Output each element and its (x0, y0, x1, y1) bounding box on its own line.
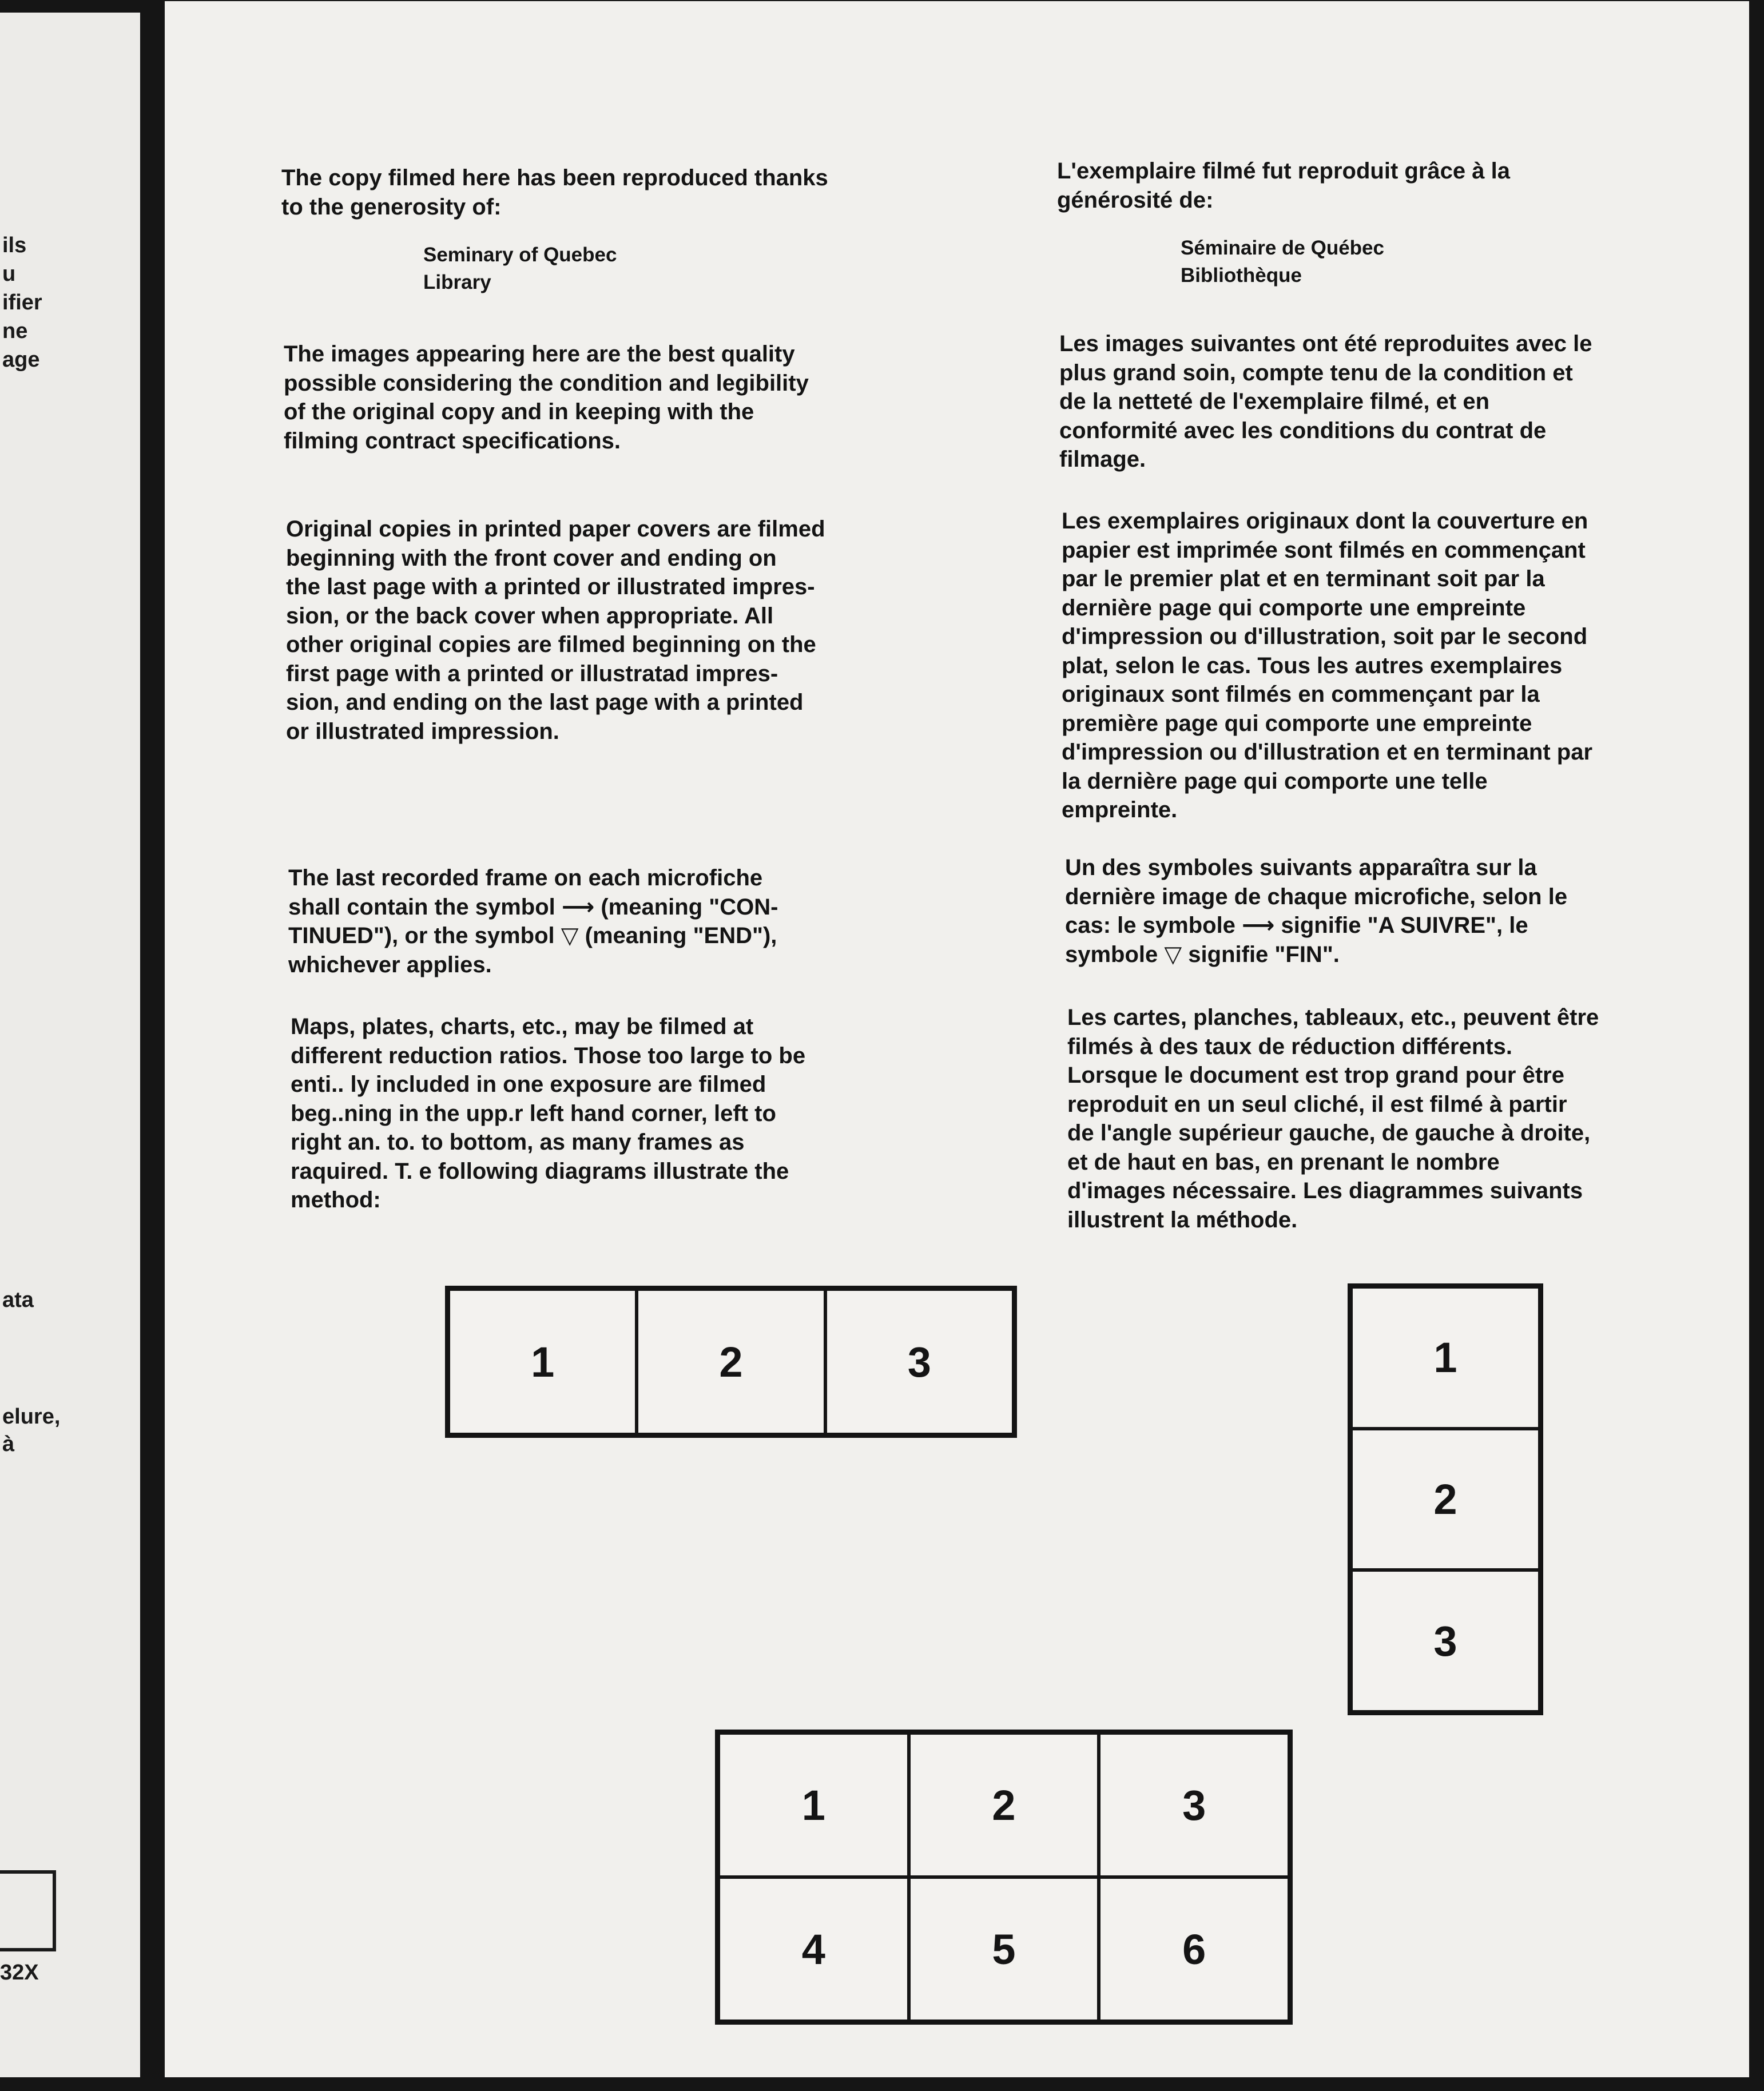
text-line: beginning with the front cover and ending on (286, 545, 777, 571)
text-line: symbole ▽ signifie "FIN". (1065, 941, 1340, 968)
text-line: to the generosity of: (281, 194, 502, 220)
text-line: Original copies in printed paper covers are filmed (286, 516, 825, 542)
text-line: other original copies are filmed beginning on the (286, 632, 816, 657)
text-line: possible considering the condition and legibility (284, 370, 809, 396)
fr-covers-paragraph (1062, 507, 1592, 825)
text-line: conformité avec les conditions du contrat de (1059, 418, 1547, 443)
text-line: first page with a printed or illustratad impres- (286, 661, 778, 686)
frame-cell: 1 (718, 1733, 909, 1877)
text-line: cas: le symbole ⟶ signifie "A SUIVRE", le (1065, 912, 1528, 939)
frame-cell: 3 (825, 1289, 1014, 1434)
text-line: d'impression ou d'illustration, soit par le second (1062, 624, 1588, 649)
text-line: Séminaire de Québec (1181, 237, 1384, 259)
frame-cell: 1 (448, 1289, 637, 1434)
en-credit-intro (281, 164, 828, 221)
left-box (0, 1870, 56, 1951)
text-line: papier est imprimée sont filmés en commençant (1062, 537, 1586, 563)
text-line: Un des symboles suivants apparaîtra sur la (1065, 855, 1537, 880)
text-line: right an. to. to bottom, as many frames as (291, 1130, 745, 1155)
text-line: TINUED"), or the symbol ▽ (meaning "END"), (288, 923, 777, 949)
text-line: filming contract specifications. (284, 428, 621, 454)
text-line: enti.. ly included in one exposure are filmed (291, 1072, 766, 1097)
text-line: de l'angle supérieur gauche, de gauche à droite, (1067, 1120, 1591, 1146)
triangle-icon: ▽ (561, 923, 579, 949)
text-line: Les cartes, planches, tableaux, etc., peuvent être (1067, 1005, 1599, 1030)
text-line: d'images nécessaire. Les diagrammes suivants (1067, 1178, 1583, 1203)
text-line: Les exemplaires originaux dont la couverture en (1062, 508, 1588, 534)
text-line: filmage. (1059, 447, 1146, 472)
en-maps-paragraph (291, 1012, 805, 1215)
left-fragment: à (2, 1432, 15, 1456)
text-line: première page qui comporte une empreinte (1062, 710, 1532, 736)
diagram-horizontal-frames (445, 1286, 1017, 1438)
text-line: illustrent la méthode. (1067, 1207, 1298, 1233)
left-fragment: ata (2, 1288, 34, 1312)
text-line: whichever applies. (288, 952, 492, 977)
text-line: The images appearing here are the best quality (284, 341, 795, 367)
frame-cell: 4 (718, 1877, 909, 2021)
text-line: sion, and ending on the last page with a printed (286, 690, 804, 715)
frame-cell: 2 (637, 1289, 825, 1434)
text-line: Lorsque le document est trop grand pour être (1067, 1063, 1564, 1088)
text-line: par le premier plat et en terminant soit par la (1062, 566, 1545, 591)
frame-cell: 3 (1351, 1570, 1540, 1712)
en-credit-name (423, 241, 617, 296)
fr-maps-paragraph (1067, 1003, 1599, 1234)
text-line: Seminary of Quebec (423, 244, 617, 266)
text-line: Bibliothèque (1181, 264, 1302, 287)
fr-credit-intro (1057, 157, 1510, 214)
left-fragment: elure, (2, 1405, 61, 1429)
text-line: plus grand soin, compte tenu de la condition et (1059, 360, 1573, 385)
frame-cell: 2 (909, 1733, 1099, 1877)
left-fragment: 32X (0, 1961, 39, 1985)
left-fragment: ne (2, 319, 28, 343)
arrow-icon: ⟶ (1242, 912, 1275, 939)
text-line: générosité de: (1057, 187, 1214, 213)
frame-cell: 2 (1351, 1429, 1540, 1571)
text-line: beg..ning in the upp.r left hand corner, left to (291, 1100, 776, 1126)
en-symbols-paragraph (288, 864, 778, 979)
text-line: L'exemplaire filmé fut reproduit grâce à la (1057, 158, 1510, 184)
left-fragment: ifier (2, 291, 42, 315)
text-line: la dernière page qui comporte une telle (1062, 768, 1488, 794)
text-line: dernière image de chaque microfiche, selon le (1065, 884, 1568, 909)
text-line: shall contain the symbol ⟶ (meaning "CON- (288, 893, 778, 920)
text-line: plat, selon le cas. Tous les autres exemplaires (1062, 653, 1563, 678)
triangle-icon: ▽ (1164, 941, 1182, 968)
left-page-strip (0, 13, 140, 2077)
text-line: filmés à des taux de réduction différents. (1067, 1033, 1512, 1059)
text-line: et de haut en bas, en prenant le nombre (1067, 1149, 1500, 1175)
text-line: Maps, plates, charts, etc., may be filmed at (291, 1014, 754, 1039)
fr-symbols-paragraph (1065, 853, 1567, 969)
text-line: reproduit en un seul cliché, il est filmé à partir (1067, 1091, 1567, 1117)
text-line: de la netteté de l'exemplaire filmé, et en (1059, 389, 1490, 414)
text-line: dernière page qui comporte une empreinte (1062, 595, 1526, 621)
frame-cell: 3 (1099, 1733, 1289, 1877)
text-line: the last page with a printed or illustrated impres- (286, 574, 815, 599)
frame-cell: 1 (1351, 1287, 1540, 1429)
fr-quality-paragraph (1059, 329, 1592, 474)
left-fragment: u (2, 262, 16, 286)
text-line: sion, or the back cover when appropriate. All (286, 603, 774, 629)
text-line: method: (291, 1187, 381, 1213)
diagram-vertical-frames (1348, 1283, 1543, 1715)
text-line: different reduction ratios. Those too large to be (291, 1043, 806, 1068)
arrow-icon: ⟶ (561, 893, 595, 920)
frame-cell: 5 (909, 1877, 1099, 2021)
text-line: The last recorded frame on each microfiche (288, 865, 763, 891)
left-fragment: ils (2, 233, 27, 257)
en-covers-paragraph (286, 515, 825, 746)
diagram-grid-frames (715, 1730, 1293, 2025)
text-line: empreinte. (1062, 797, 1178, 822)
en-quality-paragraph (284, 340, 809, 455)
text-line: of the original copy and in keeping with the (284, 399, 754, 424)
text-line: d'impression ou d'illustration et en terminant par (1062, 740, 1593, 765)
left-fragment: age (2, 348, 40, 372)
frame-cell: 6 (1099, 1877, 1289, 2021)
text-line: Les images suivantes ont été reproduites avec le (1059, 331, 1592, 356)
text-line: raquired. T. e following diagrams illustrate the (291, 1158, 789, 1184)
text-line: originaux sont filmés en commençant par la (1062, 682, 1540, 707)
text-line: or illustrated impression. (286, 718, 559, 744)
fr-credit-name (1181, 234, 1384, 289)
text-line: Library (423, 271, 491, 293)
text-line: The copy filmed here has been reproduced thanks (281, 165, 828, 190)
document-page (165, 1, 1749, 2077)
